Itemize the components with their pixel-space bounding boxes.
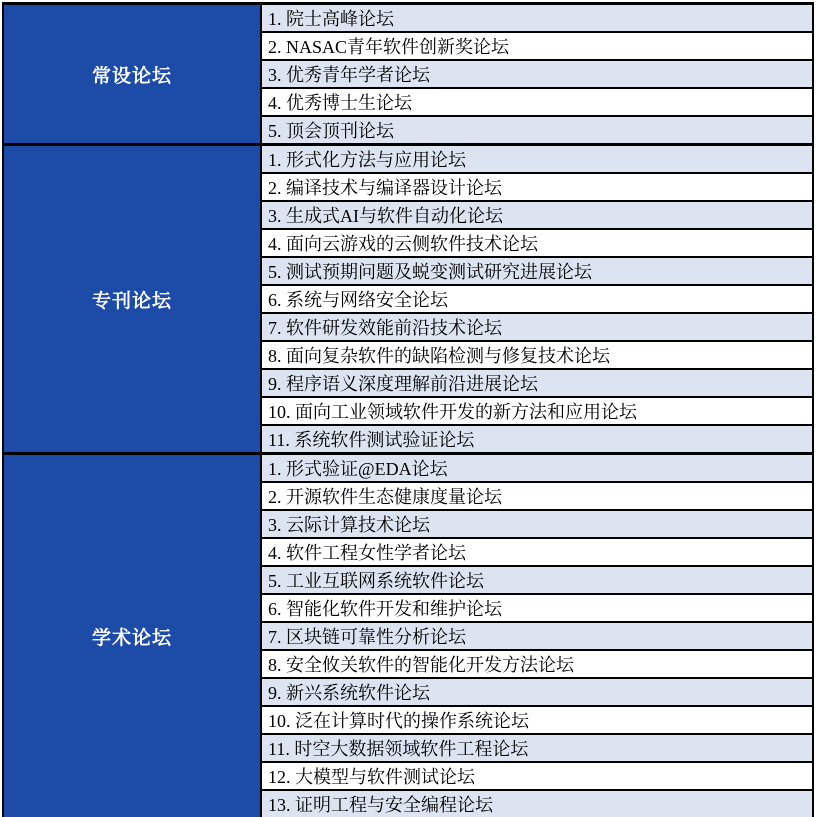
forum-item-cell: 9. 程序语义深度理解前沿进展论坛 — [261, 369, 813, 397]
forum-item-cell: 6. 系统与网络安全论坛 — [261, 285, 813, 313]
forum-item-cell: 3. 云际计算技术论坛 — [261, 510, 813, 538]
section-label-cell: 常设论坛 — [3, 4, 261, 145]
forum-item-cell: 2. NASAC青年软件创新奖论坛 — [261, 32, 813, 60]
table-row — [3, 145, 813, 174]
forum-item-cell: 2. 开源软件生态健康度量论坛 — [261, 482, 813, 510]
forum-item-cell: 11. 系统软件测试验证论坛 — [261, 425, 813, 454]
forum-item-cell: 7. 区块链可靠性分析论坛 — [261, 622, 813, 650]
forum-item-cell: 2. 编译技术与编译器设计论坛 — [261, 173, 813, 201]
forum-item-cell: 4. 软件工程女性学者论坛 — [261, 538, 813, 566]
forum-item-cell: 3. 生成式AI与软件自动化论坛 — [261, 201, 813, 229]
forum-item-cell: 3. 优秀青年学者论坛 — [261, 60, 813, 88]
forum-item-cell: 7. 软件研发效能前沿技术论坛 — [261, 313, 813, 341]
forum-item-cell: 10. 泛在计算时代的操作系统论坛 — [261, 706, 813, 734]
forum-item-cell: 10. 面向工业领域软件开发的新方法和应用论坛 — [261, 397, 813, 425]
table-row — [3, 454, 813, 483]
forum-table-body — [3, 4, 813, 817]
forum-item-cell: 5. 测试预期问题及蜕变测试研究进展论坛 — [261, 257, 813, 285]
forum-item-cell: 5. 工业互联网系统软件论坛 — [261, 566, 813, 594]
forum-item-cell: 13. 证明工程与安全编程论坛 — [261, 790, 813, 817]
forum-item-cell: 8. 安全攸关软件的智能化开发方法论坛 — [261, 650, 813, 678]
forum-item-cell: 4. 优秀博士生论坛 — [261, 88, 813, 116]
forum-item-cell: 5. 顶会顶刊论坛 — [261, 116, 813, 145]
forum-item-cell: 9. 新兴系统软件论坛 — [261, 678, 813, 706]
forum-item-cell: 12. 大模型与软件测试论坛 — [261, 762, 813, 790]
forum-item-cell: 1. 形式化方法与应用论坛 — [261, 145, 813, 174]
forum-item-cell: 4. 面向云游戏的云侧软件技术论坛 — [261, 229, 813, 257]
forum-item-cell: 8. 面向复杂软件的缺陷检测与修复技术论坛 — [261, 341, 813, 369]
forum-item-cell: 1. 院士高峰论坛 — [261, 4, 813, 33]
section-label-cell: 学术论坛 — [3, 454, 261, 817]
section-label-cell: 专刊论坛 — [3, 145, 261, 454]
forum-item-cell: 6. 智能化软件开发和维护论坛 — [261, 594, 813, 622]
forum-item-cell: 11. 时空大数据领域软件工程论坛 — [261, 734, 813, 762]
table-row — [3, 4, 813, 33]
forum-table — [2, 2, 814, 817]
forum-item-cell: 1. 形式验证@EDA论坛 — [261, 454, 813, 483]
